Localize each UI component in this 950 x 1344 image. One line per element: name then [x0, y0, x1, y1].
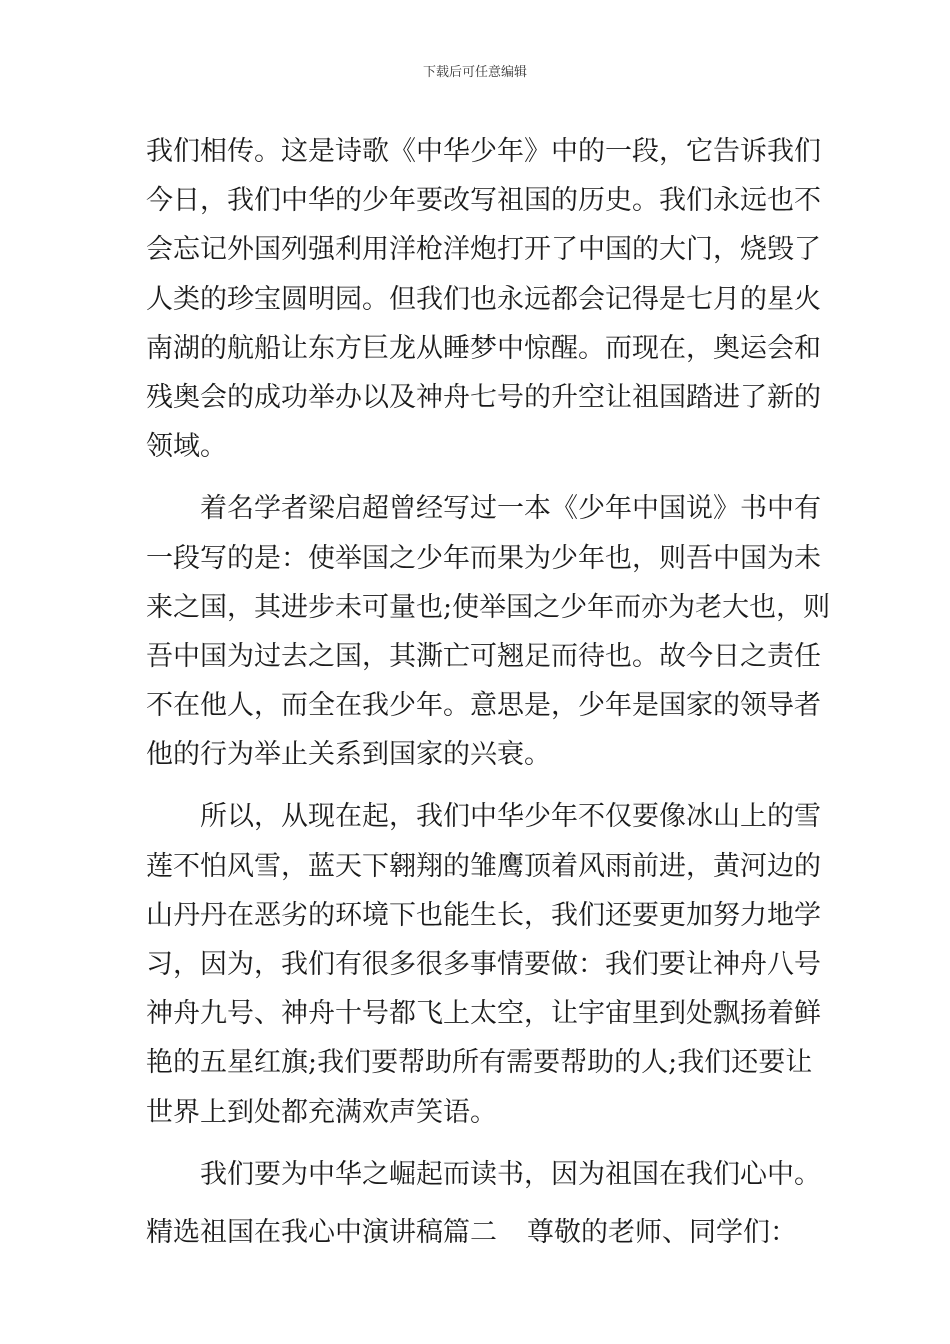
- paragraph-2: [146, 484, 831, 779]
- text-line: 会忘记外国列强利用洋枪洋炮打开了中国的大门，烧毁了: [146, 234, 821, 266]
- text-line: 领域。: [146, 431, 227, 463]
- text-line: 不在他人，而全在我少年。意思是，少年是国家的领导者: [146, 690, 821, 722]
- final-line: [146, 1208, 810, 1257]
- text-line: 南湖的航船让东方巨龙从睡梦中惊醒。而现在，奥运会和: [146, 332, 821, 364]
- text-line: 他的行为举止关系到国家的兴衰。: [146, 739, 551, 771]
- salutation: 尊敬的老师、同学们：: [527, 1216, 797, 1248]
- paragraph-4: [146, 1150, 821, 1199]
- document-body: [146, 127, 831, 1257]
- text-line: 我们相传。这是诗歌《中华少年》中的一段，它告诉我们: [146, 136, 821, 167]
- paragraph-1: [146, 127, 821, 471]
- section-title: 精选祖国在我心中演讲稿篇二: [146, 1216, 497, 1248]
- text-line: 残奥会的成功举办以及神舟七号的升空让祖国踏进了新的: [146, 381, 821, 413]
- page-header: 下载后可任意编辑: [422, 65, 527, 80]
- text-line: 人类的珍宝圆明园。但我们也永远都会记得是七月的星火: [146, 283, 821, 315]
- text-line: 今日，我们中华的少年要改写祖国的历史。我们永远也不: [146, 185, 821, 217]
- text-line: 吾中国为过去之国，其澌亡可翘足而待也。故今日之责任: [146, 640, 821, 672]
- text-line: 莲不怕风雪，蓝天下翱翔的雏鹰顶着风雨前进，黄河边的: [146, 850, 821, 882]
- text-line: 来之国，其进步未可量也;使举国之少年而亦为老大也，则: [146, 591, 831, 623]
- text-line: 习，因为，我们有很多很多事情要做：我们要让神舟八号: [146, 949, 821, 980]
- text-line: 着名学者梁启超曾经写过一本《少年中国说》书中有: [200, 493, 821, 525]
- text-line: 世界上到处都充满欢声笑语。: [146, 1096, 497, 1128]
- text-line: 一段写的是：使举国之少年而果为少年也，则吾中国为未: [146, 542, 821, 574]
- text-line: 山丹丹在恶劣的环境下也能生长，我们还要更加努力地学: [146, 899, 821, 931]
- text-line: 艳的五星红旗;我们要帮助所有需要帮助的人;我们还要让: [146, 1047, 813, 1079]
- paragraph-3: [146, 792, 821, 1136]
- text-line: 所以，从现在起，我们中华少年不仅要像冰山上的雪: [200, 801, 821, 833]
- text-line: 我们要为中华之崛起而读书，因为祖国在我们心中。: [200, 1158, 821, 1190]
- text-line: 神舟九号、神舟十号都飞上太空，让宇宙里到处飘扬着鲜: [146, 998, 821, 1030]
